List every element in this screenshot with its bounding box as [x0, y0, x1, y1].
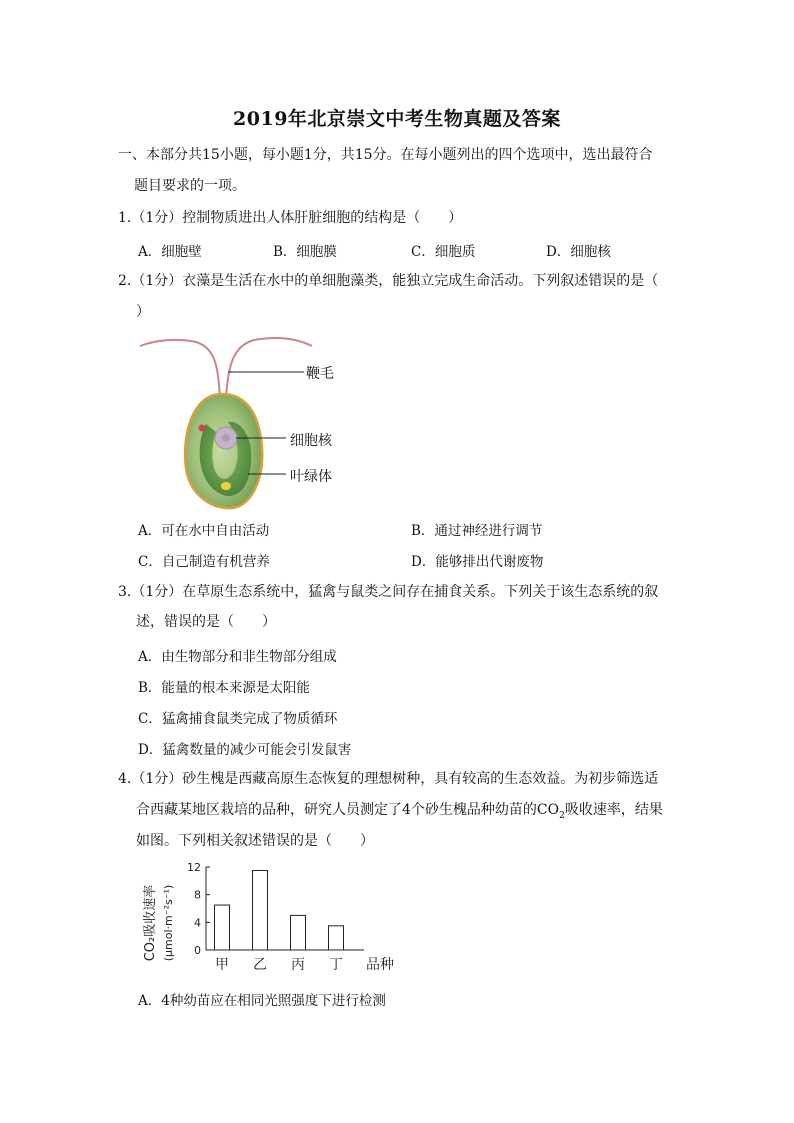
page-title: 2019年北京崇文中考生物真题及答案: [233, 108, 561, 130]
q3-option-a: A．由生物部分和非生物部分组成: [138, 649, 337, 665]
section-instruction-line2: 题目要求的一项。: [134, 178, 246, 194]
flagellum-left: [140, 340, 220, 398]
category-label-1: 乙: [253, 957, 267, 973]
q4-stem-line2-a: 合西藏某地区栽培的品种，研究人员测定了4个砂生槐品种幼苗的CO: [136, 802, 560, 818]
q2-stem-line1: 2.（1分）衣藻是生活在水中的单细胞藻类，能独立完成生命活动。下列叙述错误的是（: [118, 273, 659, 289]
category-label-3: 丁: [329, 957, 343, 973]
q4-option-a: A．4种幼苗应在相同光照强度下进行检测: [138, 993, 386, 1009]
q3-option-c: C．猛禽捕食鼠类完成了物质循环: [138, 711, 338, 727]
y-axis-label-line2: (μmol·m⁻²s⁻¹): [162, 884, 175, 962]
q1-stem: 1.（1分）控制物质进出人体肝脏细胞的结构是（ ）: [118, 210, 463, 226]
q1-option-d: D．细胞核: [546, 244, 611, 260]
q4-stem-line2-b: 吸收速率，结果: [564, 802, 663, 818]
y-tick-label: 12: [187, 861, 201, 874]
flagellum-right: [226, 338, 312, 398]
section-instruction-line1: 一、本部分共15小题，每小题1分，共15分。在每小题列出的四个选项中，选出最符合: [118, 147, 653, 163]
y-axis-label-line1: CO₂吸收速率: [143, 884, 158, 962]
q1-option-c: C．细胞质: [411, 244, 476, 260]
q2-stem-line2: ）: [136, 304, 150, 320]
q4-stem-line1: 4.（1分）砂生槐是西藏高原生态恢复的理想树种，具有较高的生态效益。为初步筛选适: [118, 771, 659, 787]
co2-subscript: 2: [559, 810, 565, 821]
chlamydomonas-figure: [136, 328, 356, 514]
q3-stem-line1: 3.（1分）在草原生态系统中，猛禽与鼠类之间存在捕食关系。下列关于该生态系统的叙: [118, 584, 659, 600]
q4-stem-line3: 如图。下列相关叙述错误的是（ ）: [136, 833, 374, 849]
y-tick-label: 8: [194, 888, 201, 902]
q3-option-d: D．猛禽数量的减少可能会引发鼠害: [138, 742, 352, 758]
label-nucleus: 细胞核: [290, 433, 332, 449]
q2-option-a: A．可在水中自由活动: [138, 523, 270, 539]
category-label-0: 甲: [215, 957, 229, 973]
co2-absorption-bar-chart: [136, 855, 406, 983]
category-label-2: 丙: [291, 957, 305, 973]
y-tick-label: 4: [194, 916, 201, 930]
q3-option-b: B．能量的根本来源是太阳能: [138, 680, 310, 696]
bar-1: [253, 870, 268, 950]
q2-option-c: C．自己制造有机营养: [138, 554, 270, 570]
q2-option-b: B．通过神经进行调节: [411, 523, 543, 539]
q4-stem-line2: [136, 800, 663, 826]
q1-option-a: A．细胞壁: [138, 244, 202, 260]
bar-2: [291, 915, 306, 950]
q1-option-b: B．细胞膜: [273, 244, 337, 260]
y-tick-label: 0: [194, 944, 201, 957]
bar-0: [215, 905, 230, 950]
x-axis-label: 品种: [366, 957, 394, 973]
eyespot-shape: [199, 425, 206, 432]
bar-3: [329, 926, 344, 950]
pyrenoid-shape: [221, 482, 231, 490]
label-chloroplast: 叶绿体: [290, 469, 332, 485]
q2-option-d: D．能够排出代谢废物: [411, 554, 544, 570]
label-flagellum: 鞭毛: [306, 366, 334, 382]
q3-stem-line2: 述，错误的是（ ）: [136, 614, 276, 630]
